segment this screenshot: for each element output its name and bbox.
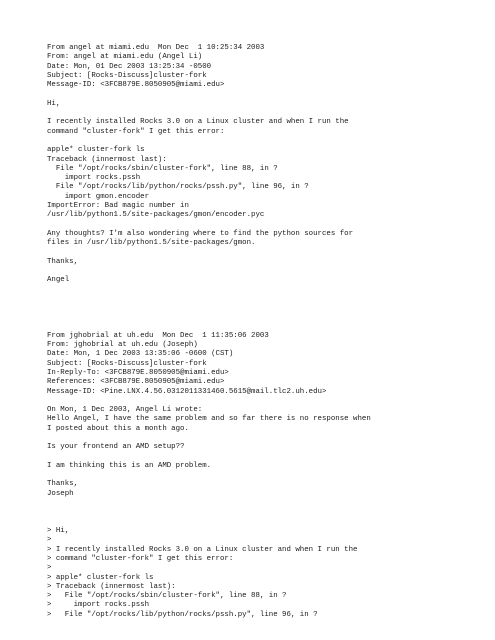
body-line: Any thoughts? I'm also wondering where to find the python sources for <box>47 229 354 238</box>
message1-traceback <box>47 146 487 220</box>
header-line: From jghobrial at uh.edu Mon Dec 1 11:35:06 2003 <box>47 331 269 340</box>
header-line: Subject: [Rocks-Discuss]cluster-fork <box>47 71 207 80</box>
header-line: Subject: [Rocks-Discuss]cluster-fork <box>47 359 207 368</box>
header-line: Date: Mon, 01 Dec 2003 13:25:34 -0500 <box>47 62 212 71</box>
quoted-line: > I recently installed Rocks 3.0 on a Linux cluster and when I run the <box>47 545 358 554</box>
header-line: References: <3FCB879E.8050905@miami.edu> <box>47 378 225 387</box>
header-line: Date: Mon, 1 Dec 2003 13:35:06 -0600 (CST) <box>47 350 234 359</box>
header-line: Message-ID: <Pine.LNX.4.56.0312011331460.5615@mail.tlc2.uh.edu> <box>47 387 327 396</box>
message1-para2 <box>47 230 487 249</box>
quoted-line: > <box>47 536 52 545</box>
message2-question: Is your frontend an AMD setup?? <box>47 443 185 452</box>
quoted-line: > import rocks.pssh <box>47 601 150 610</box>
body-line: I recently installed Rocks 3.0 on a Linux cluster and when I run the <box>47 118 349 127</box>
header-line: From: jghobrial at uh.edu (Joseph) <box>47 341 198 350</box>
message1-signature: Angel <box>47 276 70 285</box>
header-line: From: angel at miami.edu (Angel Li) <box>47 53 203 62</box>
message2-statement: I am thinking this is an AMD problem. <box>47 461 212 470</box>
message1-header <box>47 44 487 90</box>
code-line: import rocks.pssh <box>47 174 141 183</box>
message2-header <box>47 332 487 397</box>
quoted-line: > File "/opt/rocks/sbin/cluster-fork", line 88, in ? <box>47 592 287 601</box>
message1-closing: Thanks, <box>47 257 79 266</box>
code-line: ImportError: Bad magic number in <box>47 202 189 211</box>
quoted-line: > Traceback (innermost last): <box>47 582 176 591</box>
message2-signature: Joseph <box>47 489 74 498</box>
body-line: command "cluster-fork" I get this error: <box>47 127 225 136</box>
message1-greeting: Hi, <box>47 99 61 108</box>
body-line: On Mon, 1 Dec 2003, Angel Li wrote: <box>47 406 203 415</box>
quoted-line: > apple* cluster-fork ls <box>47 573 154 582</box>
quoted-line: > command "cluster-fork" I get this error: <box>47 554 234 563</box>
quoted-line: > <box>47 564 52 573</box>
message1-para1 <box>47 118 487 137</box>
header-line: Message-ID: <3FCB879E.8050905@miami.edu> <box>47 81 225 90</box>
message2-closing: Thanks, <box>47 480 79 489</box>
code-line: /usr/lib/python1.5/site-packages/gmon/encoder.pyc <box>47 211 265 220</box>
message2-para1 <box>47 406 487 434</box>
message2-quoted <box>47 527 487 620</box>
body-line: Hello Angel, I have the same problem and so far there is no response when <box>47 415 371 424</box>
code-line: Traceback (innermost last): <box>47 155 167 164</box>
code-line: apple* cluster-fork ls <box>47 146 145 155</box>
body-line: files in /usr/lib/python1.5/site-packages/gmon. <box>47 239 256 248</box>
header-line: In-Reply-To: <3FCB879E.8050905@miami.edu> <box>47 368 229 377</box>
code-line: File "/opt/rocks/sbin/cluster-fork", line 88, in ? <box>47 164 278 173</box>
document-page <box>47 44 487 620</box>
quoted-line: > Hi, <box>47 527 70 536</box>
quoted-line: > File "/opt/rocks/lib/python/rocks/pssh.py", line 96, in ? <box>47 610 318 619</box>
code-line: File "/opt/rocks/lib/python/rocks/pssh.py", line 96, in ? <box>47 183 309 192</box>
body-line: I posted about this a month ago. <box>47 424 189 433</box>
header-line: From angel at miami.edu Mon Dec 1 10:25:34 2003 <box>47 44 265 52</box>
code-line: import gmon.encoder <box>47 192 150 201</box>
